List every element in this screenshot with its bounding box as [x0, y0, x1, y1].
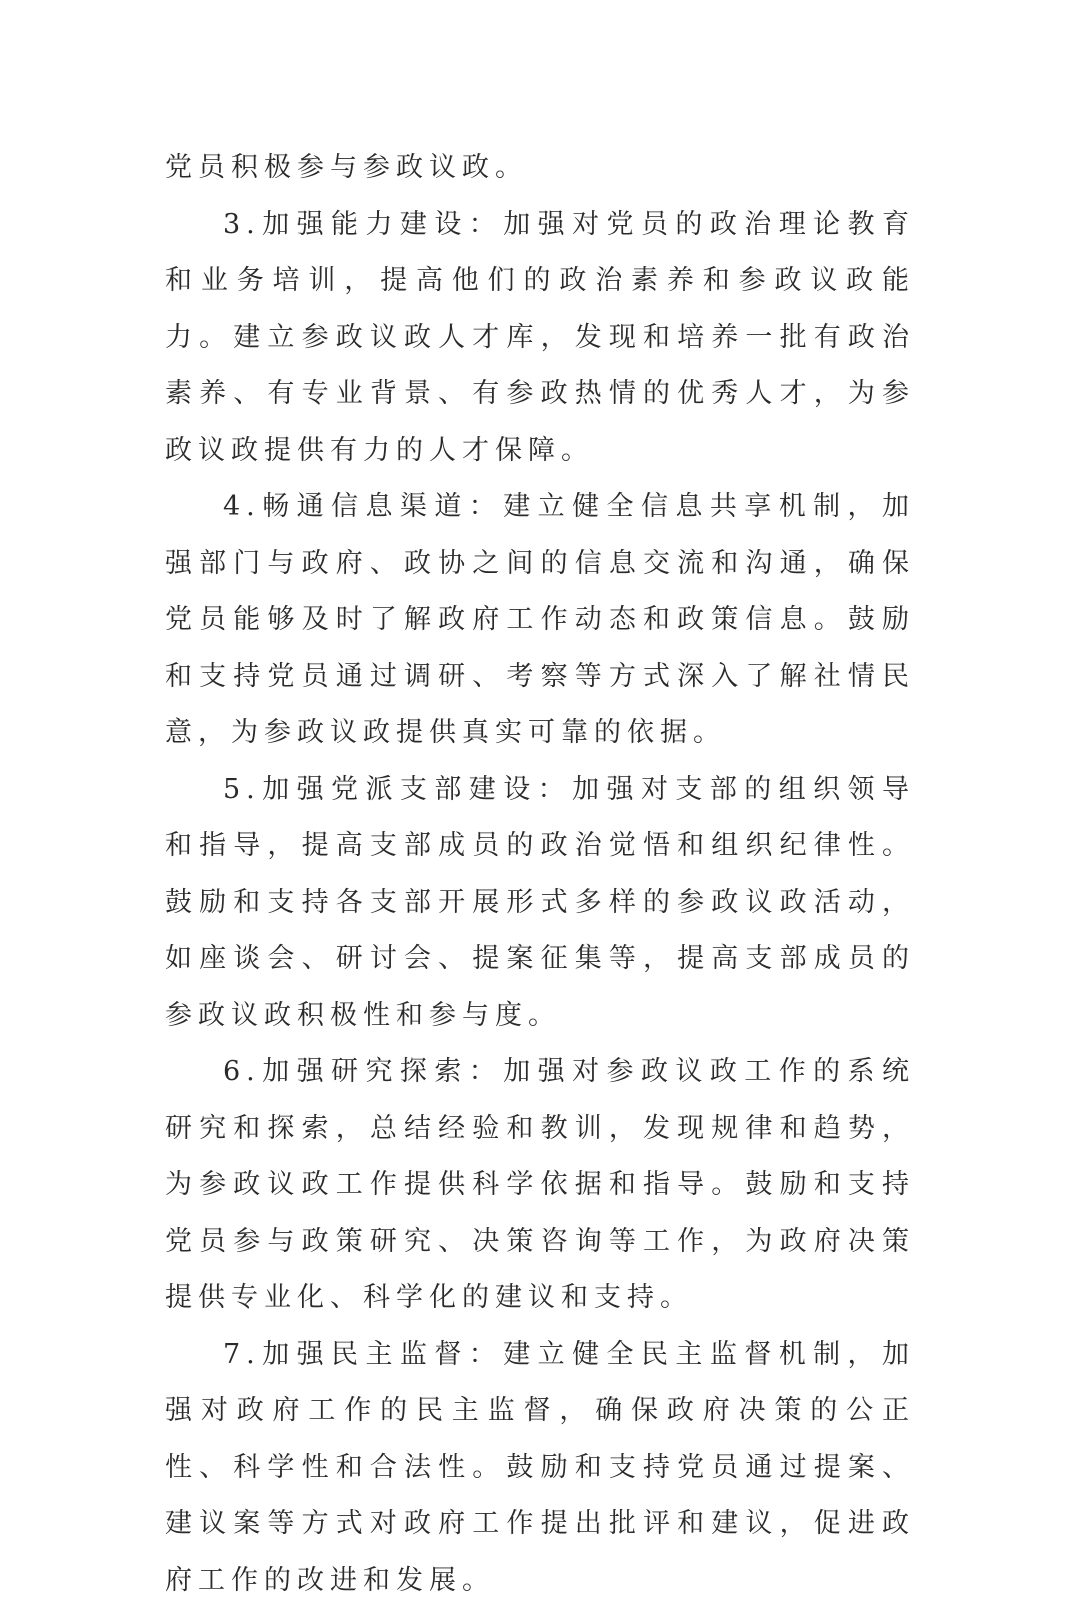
- paragraph-item-6: 6.加强研究探索：加强对参政议政工作的系统研究和探索，总结经验和教训，发现规律和趋势，为参政议政工作提供科学依据和指导。鼓励和支持党员参与政策研究、决策咨询等工作，为政府决策提供专业化、科学化的建议和支持。: [165, 1044, 915, 1327]
- paragraph-item-4: 4.畅通信息渠道：建立健全信息共享机制，加强部门与政府、政协之间的信息交流和沟通，确保党员能够及时了解政府工作动态和政策信息。鼓励和支持党员通过调研、考察等方式深入了解社情民意，为参政议政提供真实可靠的依据。: [165, 479, 915, 762]
- document-page: [165, 140, 915, 1609]
- paragraph-item-5: 5.加强党派支部建设：加强对支部的组织领导和指导，提高支部成员的政治觉悟和组织纪律性。鼓励和支持各支部开展形式多样的参政议政活动，如座谈会、研讨会、提案征集等，提高支部成员的参政议政积极性和参与度。: [165, 762, 915, 1045]
- paragraph-item-3: 3.加强能力建设：加强对党员的政治理论教育和业务培训，提高他们的政治素养和参政议政能力。建立参政议政人才库，发现和培养一批有政治素养、有专业背景、有参政热情的优秀人才，为参政议政提供有力的人才保障。: [165, 197, 915, 480]
- paragraph-continuation: 党员积极参与参政议政。: [165, 140, 915, 197]
- paragraph-item-7: 7.加强民主监督：建立健全民主监督机制，加强对政府工作的民主监督，确保政府决策的公正性、科学性和合法性。鼓励和支持党员通过提案、建议案等方式对政府工作提出批评和建议，促进政府工作的改进和发展。: [165, 1327, 915, 1609]
